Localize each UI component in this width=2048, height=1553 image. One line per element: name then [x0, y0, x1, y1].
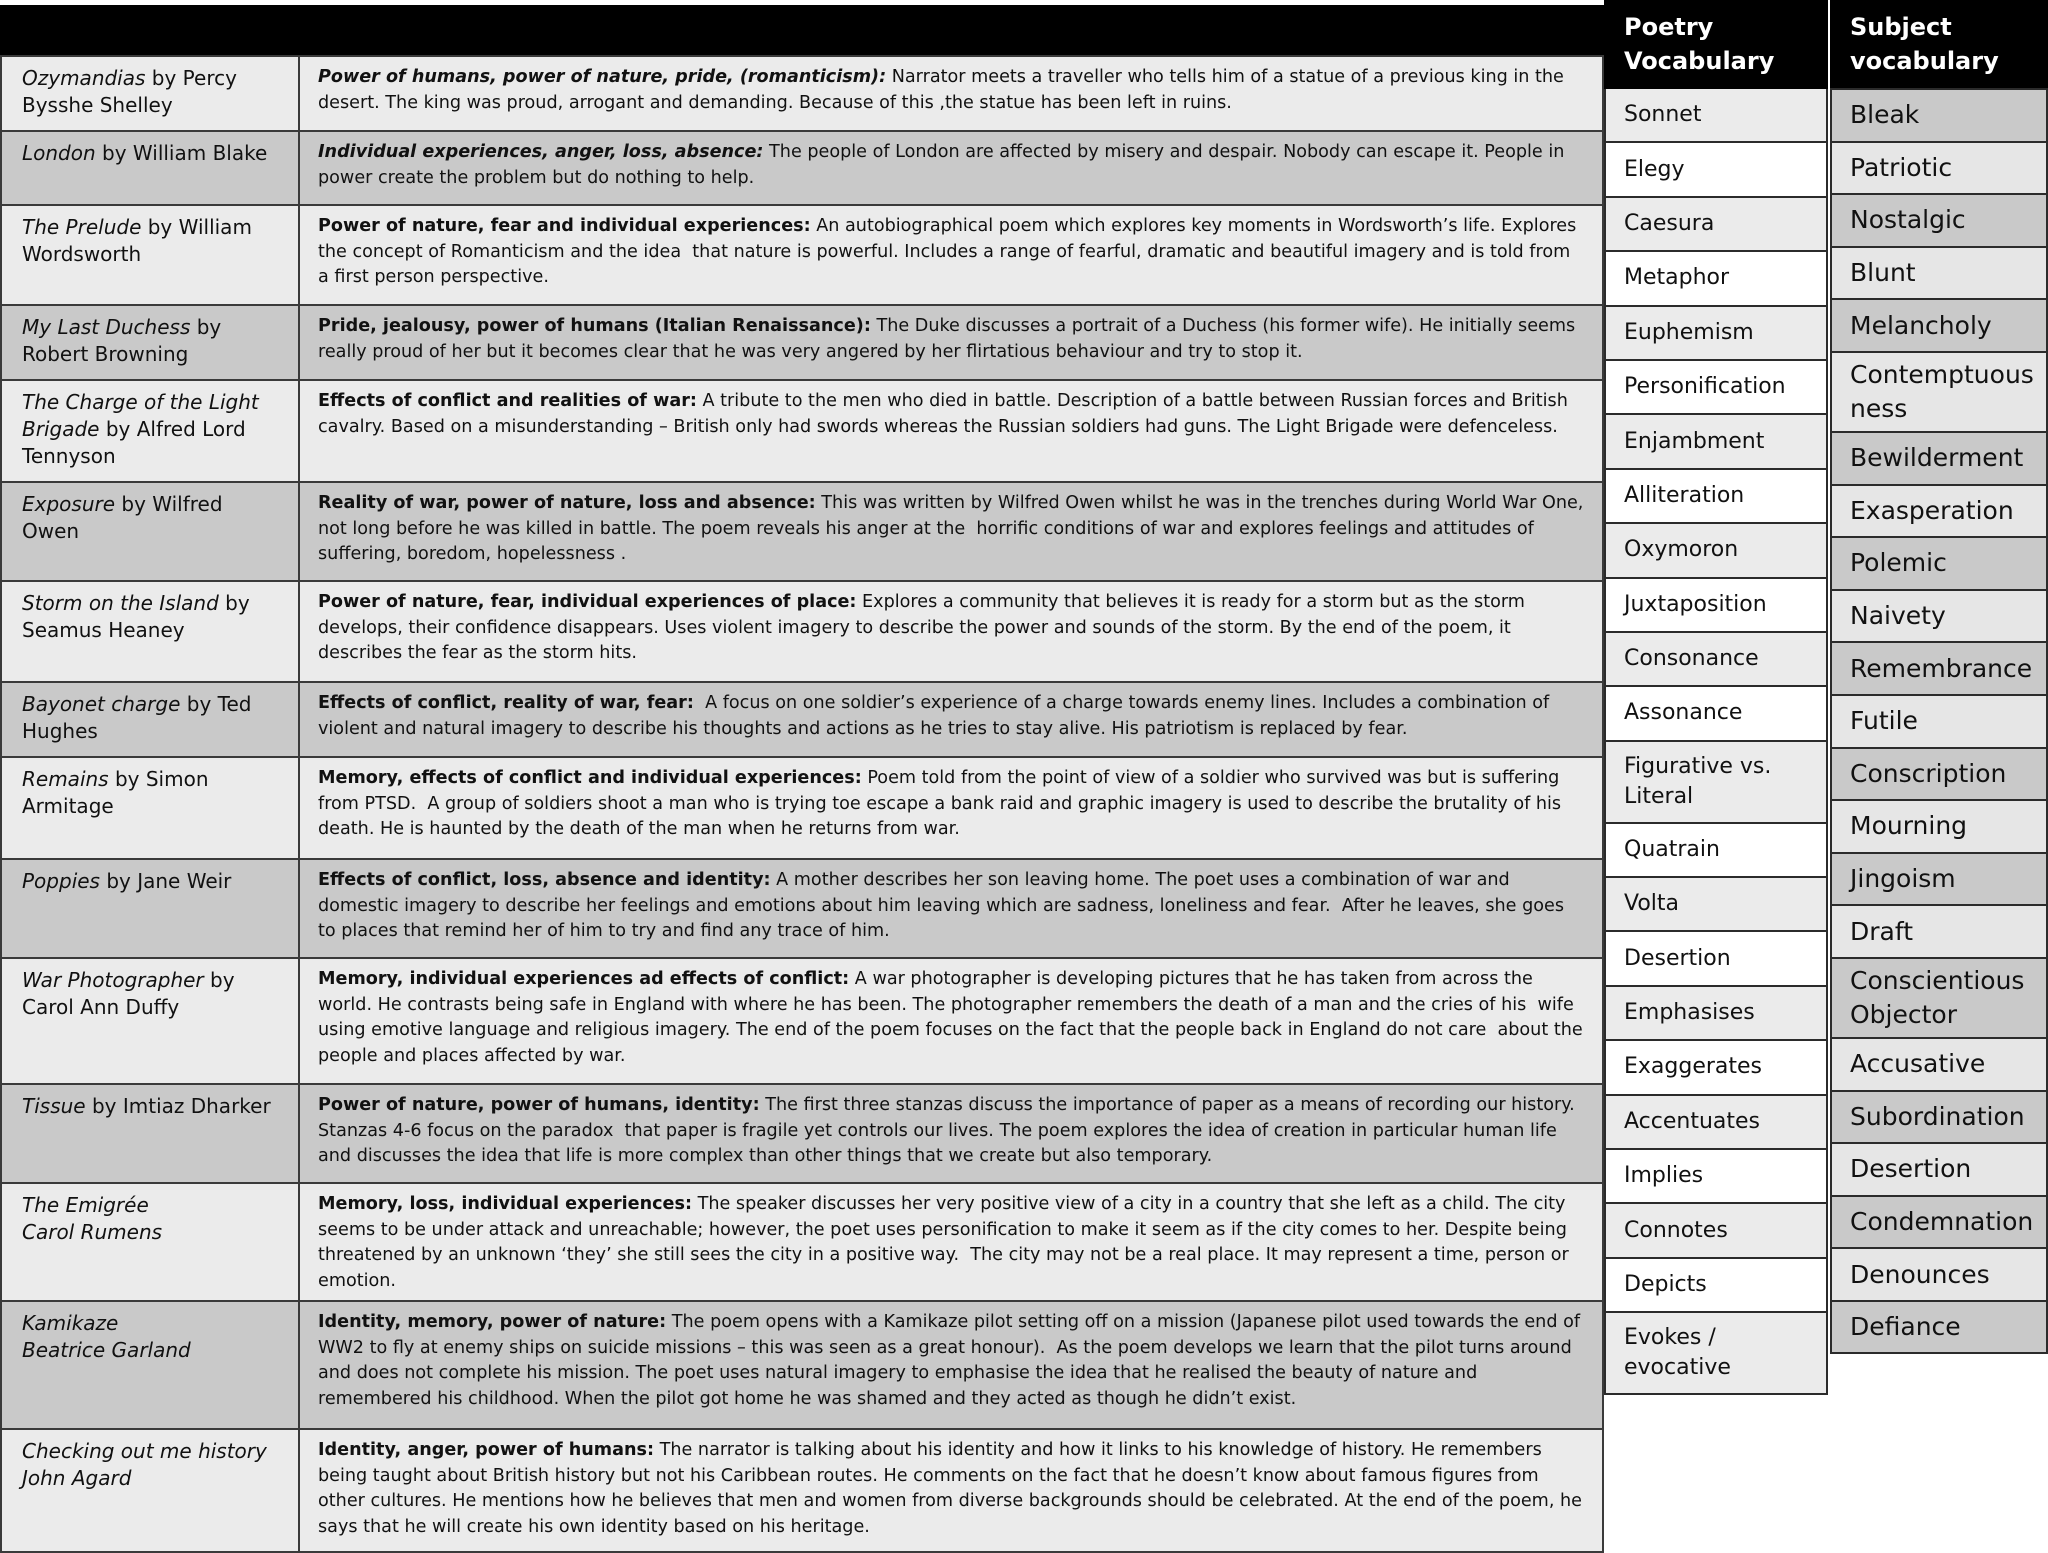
- poem-author: by Carol Ann Duffy: [22, 968, 235, 1019]
- poetry-vocabulary-item: Sonnet: [1604, 89, 1828, 143]
- poetry-vocabulary-item: Enjambment: [1604, 415, 1828, 469]
- poem-row: [1, 958, 1603, 1084]
- poem-row: [1, 1301, 1603, 1429]
- poem-description-cell: [299, 1301, 1603, 1429]
- poem-title-cell: [1, 757, 299, 859]
- poetry-vocabulary-item: Exaggerates: [1604, 1041, 1828, 1095]
- subject-vocabulary-item: Contemptuous ness: [1830, 351, 2048, 433]
- poetry-vocabulary-item: Figurative vs. Literal: [1604, 742, 1828, 824]
- poem-title-cell: [1, 1183, 299, 1301]
- poetry-vocabulary-item: Elegy: [1604, 143, 1828, 197]
- poem-themes: Power of nature, fear, individual experiences of place:: [318, 592, 857, 612]
- poem-title: Tissue: [22, 1094, 86, 1118]
- poem-summary: The narrator is talking about his identity and how it links to his knowledge of history. He remembers being taught about British history but not his Caribbean routes. He comments on the fact that he doesn’t know about famous figures from other cultures. He mentions how he believes that men and women from diverse backgrounds should be celebrated. At the end of the poem, he says that he will create his own identity based on his heritage.: [318, 1440, 1588, 1537]
- poetry-vocabulary-item: Implies: [1604, 1150, 1828, 1204]
- subject-vocabulary-item: Bewilderment: [1830, 431, 2048, 486]
- poem-author: by Ted Hughes: [22, 692, 252, 743]
- poem-title-cell: [1, 682, 299, 757]
- poetry-vocabulary-list: [1604, 89, 1828, 1395]
- poem-description-cell: [299, 682, 1603, 757]
- poem-title-cell: [1, 205, 299, 305]
- poem-summary: A mother describes her son leaving home. The poet uses a combination of war and domestic imagery to describe her feelings and emotions about him leaving which are sadness, loneliness and fear. After he leaves, she goes to places that remind her of him to try and find any trace of him.: [318, 870, 1570, 941]
- poem-description-cell: [299, 581, 1603, 682]
- poem-description-cell: [299, 958, 1603, 1084]
- poem-themes: Identity, anger, power of humans:: [318, 1440, 655, 1460]
- poem-row: [1, 205, 1603, 305]
- poem-title: The Charge of the Light Brigade: [22, 390, 259, 441]
- poetry-vocabulary-header: Poetry Vocabulary: [1604, 0, 1828, 89]
- poem-title-cell: [1, 1084, 299, 1183]
- poem-summary: The people of London are affected by misery and despair. Nobody can escape it. People in power create the problem but do nothing to help.: [318, 142, 1570, 188]
- poem-author: Carol Rumens: [22, 1220, 163, 1244]
- poetry-vocabulary-item: Euphemism: [1604, 307, 1828, 361]
- subject-vocabulary-item: Mourning: [1830, 799, 2048, 854]
- poem-description-cell: [299, 56, 1603, 131]
- poem-description-cell: [299, 757, 1603, 859]
- poem-row: [1, 131, 1603, 205]
- poem-row: [1, 56, 1603, 131]
- poem-themes: Power of humans, power of nature, pride, (romanticism):: [318, 67, 887, 87]
- poetry-vocabulary-item: Desertion: [1604, 932, 1828, 986]
- poem-row: [1, 380, 1603, 482]
- poem-author: by Imtiaz Dharker: [91, 1094, 271, 1118]
- poem-themes: Memory, individual experiences ad effects of conflict:: [318, 969, 850, 989]
- poem-title-cell: [1, 131, 299, 205]
- subject-vocabulary-item: Subordination: [1830, 1090, 2048, 1145]
- poem-summary: A focus on one soldier’s experience of a charge towards enemy lines. Includes a combination of violent and natural imagery to describe his thoughts and actions as he tries to stay alive. His patriotism is replaced by fear.: [318, 693, 1555, 739]
- poetry-vocabulary-item: Accentuates: [1604, 1096, 1828, 1150]
- poem-title-cell: [1, 581, 299, 682]
- subject-vocabulary-item: Remembrance: [1830, 641, 2048, 696]
- poem-title-cell: [1, 859, 299, 958]
- poem-row: [1, 1183, 1603, 1301]
- poem-description-cell: [299, 131, 1603, 205]
- poem-author: by Simon Armitage: [22, 767, 209, 818]
- poem-row: [1, 859, 1603, 958]
- poem-summary: The Duke discusses a portrait of a Duchess (his former wife). He initially seems really proud of her but it becomes clear that he was very angered by her flirtatious behaviour and try to stop it.: [318, 316, 1581, 362]
- poem-title: The Emigrée: [22, 1193, 149, 1217]
- poetry-vocabulary-column: [1604, 0, 1828, 1536]
- subject-vocabulary-item: Nostalgic: [1830, 193, 2048, 248]
- poetry-vocabulary-item: Juxtaposition: [1604, 579, 1828, 633]
- poem-summary: An autobiographical poem which explores key moments in Wordsworth’s life. Explores the concept of Romanticism and the idea that nature is powerful. Includes a range of fearful, dramatic and beautiful imagery and is told from a first person perspective.: [318, 216, 1582, 287]
- poetry-vocabulary-item: Evokes / evocative: [1604, 1313, 1828, 1395]
- poem-title: Checking out me history: [22, 1439, 267, 1463]
- poem-author: by Jane Weir: [106, 869, 232, 893]
- poem-title: Exposure: [22, 492, 116, 516]
- poem-row: [1, 757, 1603, 859]
- poem-author: by William Wordsworth: [22, 215, 252, 266]
- poem-themes: Power of nature, power of humans, identity:: [318, 1095, 760, 1115]
- poem-summary: Explores a community that believes it is ready for a storm but as the storm develops, their confidence disappears. Uses violent imagery to describe the power and sounds of the storm. By the end of the poem, it describes the fear as the storm hits.: [318, 592, 1531, 663]
- subject-vocabulary-item: Futile: [1830, 694, 2048, 749]
- poem-title: Ozymandias: [22, 66, 146, 90]
- poem-title: Bayonet charge: [22, 692, 181, 716]
- poetry-vocabulary-item: Consonance: [1604, 633, 1828, 687]
- poem-author: by Seamus Heaney: [22, 591, 250, 642]
- poem-summary: A war photographer is developing pictures that he has taken from across the world. He contrasts being safe in England with where he has been. The photographer remembers the death of a man and the cries of his wife using emotive language and religious imagery. The end of the poem focuses on the fact that the people back in England do not care about the people and places affected by war.: [318, 969, 1594, 1066]
- poem-author: by William Blake: [102, 141, 268, 165]
- poem-row: [1, 1429, 1603, 1552]
- poem-title: War Photographer: [22, 968, 204, 992]
- poem-title-cell: [1, 958, 299, 1084]
- subject-vocabulary-item: Conscription: [1830, 747, 2048, 802]
- poem-title: My Last Duchess: [22, 315, 191, 339]
- poetry-vocabulary-item: Quatrain: [1604, 824, 1828, 878]
- poem-themes: Individual experiences, anger, loss, absence:: [318, 142, 764, 162]
- poem-author: by Wilfred Owen: [22, 492, 223, 543]
- poem-themes: Memory, loss, individual experiences:: [318, 1194, 692, 1214]
- poem-summary: The speaker discusses her very positive view of a city in a country that she left as a child. The city seems to be under attack and unreachable; however, the poet uses personification to make it seem as if the city comes to her. Despite being threatened by an unknown ‘they’ she still sees the city in a positive way. The city may not be a real place. It may represent a time, person or emotion.: [318, 1194, 1575, 1291]
- poem-title: Storm on the Island: [22, 591, 219, 615]
- poem-themes: Identity, memory, power of nature:: [318, 1312, 667, 1332]
- poem-title-cell: [1, 1429, 299, 1552]
- table-header-band: [0, 5, 1604, 55]
- poetry-vocabulary-item: Emphasises: [1604, 987, 1828, 1041]
- poem-summary: The poem opens with a Kamikaze pilot setting off on a mission (Japanese pilot used towards the end of WW2 to fly at enemy ships on suicide missions – this was seen as a great honour). As the poem develops we learn that the pilot turns around and does not complete his mission. The poet uses natural imagery to emphasise the idea that he realised the beauty of nature and remembered his childhood. When the pilot got home he was shamed and they acted as though he didn’t exist.: [318, 1312, 1586, 1409]
- poetry-vocabulary-item: Volta: [1604, 878, 1828, 932]
- poem-title-cell: [1, 1301, 299, 1429]
- poem-author: Beatrice Garland: [22, 1338, 191, 1362]
- subject-vocabulary-item: Bleak: [1830, 88, 2048, 143]
- poem-author: John Agard: [22, 1466, 132, 1490]
- subject-vocabulary-item: Polemic: [1830, 536, 2048, 591]
- poem-description-cell: [299, 1084, 1603, 1183]
- poetry-vocabulary-item: Connotes: [1604, 1204, 1828, 1258]
- subject-vocabulary-column: [1830, 0, 2048, 1536]
- poem-themes: Effects of conflict, loss, absence and identity:: [318, 870, 771, 890]
- poem-row: [1, 482, 1603, 581]
- subject-vocabulary-item: Naivety: [1830, 589, 2048, 644]
- poem-description-cell: [299, 205, 1603, 305]
- poetry-vocabulary-item: Depicts: [1604, 1259, 1828, 1313]
- poem-themes: Effects of conflict and realities of war:: [318, 391, 697, 411]
- poem-author: by Percy Bysshe Shelley: [22, 66, 237, 117]
- subject-vocabulary-item: Exasperation: [1830, 484, 2048, 539]
- poem-row: [1, 581, 1603, 682]
- poetry-vocabulary-item: Caesura: [1604, 198, 1828, 252]
- subject-vocabulary-item: Defiance: [1830, 1300, 2048, 1355]
- poem-description-cell: [299, 380, 1603, 482]
- poem-title-cell: [1, 482, 299, 581]
- poem-description-cell: [299, 859, 1603, 958]
- poem-title: Poppies: [22, 869, 100, 893]
- poem-summary: This was written by Wilfred Owen whilst he was in the trenches during World War One, not long before he was killed in battle. The poem reveals his anger at the horrific conditions of war and explores feelings and attitudes of suffering, boredom, hopelessness .: [318, 493, 1589, 564]
- poem-title: Remains: [22, 767, 109, 791]
- subject-vocabulary-item: Denounces: [1830, 1247, 2048, 1302]
- subject-vocabulary-item: Draft: [1830, 904, 2048, 959]
- poem-title-cell: [1, 305, 299, 380]
- poem-description-cell: [299, 305, 1603, 380]
- poem-description-cell: [299, 482, 1603, 581]
- poem-title-cell: [1, 56, 299, 131]
- poem-themes: Pride, jealousy, power of humans (Italian Renaissance):: [318, 316, 871, 336]
- subject-vocabulary-item: Patriotic: [1830, 141, 2048, 196]
- poem-themes: Memory, effects of conflict and individual experiences:: [318, 768, 862, 788]
- poem-description-cell: [299, 1429, 1603, 1552]
- poem-themes: Reality of war, power of nature, loss and absence:: [318, 493, 816, 513]
- poetry-vocabulary-item: Assonance: [1604, 687, 1828, 741]
- poetry-vocabulary-item: Metaphor: [1604, 252, 1828, 306]
- subject-vocabulary-item: Desertion: [1830, 1142, 2048, 1197]
- poem-row: [1, 1084, 1603, 1183]
- subject-vocabulary-list: [1830, 88, 2048, 1354]
- poem-summary: A tribute to the men who died in battle. Description of a battle between Russian forces and British cavalry. Based on a misunderstanding – British only had swords whereas the Russian soldiers had guns. The Light Brigade were defenceless.: [318, 391, 1574, 437]
- poem-summary: The first three stanzas discuss the importance of paper as a means of recording our history. Stanzas 4-6 focus on the paradox that paper is fragile yet controls our lives. The poem explores the idea of creation in particular human life and discusses the idea that life is more complex than other things that we create but also temporary.: [318, 1095, 1581, 1166]
- subject-vocabulary-item: Conscientious Objector: [1830, 957, 2048, 1039]
- poem-title-cell: [1, 380, 299, 482]
- subject-vocabulary-item: Melancholy: [1830, 298, 2048, 353]
- poem-author: by Robert Browning: [22, 315, 222, 366]
- poem-summary: Narrator meets a traveller who tells him of a statue of a previous king in the desert. The king was proud, arrogant and demanding. Because of this ,the statue has been left in ruins.: [318, 67, 1570, 113]
- poem-themes: Effects of conflict, reality of war, fear:: [318, 693, 694, 713]
- subject-vocabulary-header: Subject vocabulary: [1830, 0, 2048, 88]
- poetry-vocabulary-item: Oxymoron: [1604, 524, 1828, 578]
- poem-themes: Power of nature, fear and individual experiences:: [318, 216, 811, 236]
- poetry-vocabulary-item: Alliteration: [1604, 470, 1828, 524]
- poetry-vocabulary-item: Personification: [1604, 361, 1828, 415]
- poem-summary: Poem told from the point of view of a soldier who survived was but is suffering from PTSD. A group of soldiers shoot a man who is trying toe escape a bank raid and graphic imagery is used to describe the brutality of his death. He is haunted by the death of the man when he returns from war.: [318, 768, 1567, 839]
- poem-title: Kamikaze: [22, 1311, 119, 1335]
- subject-vocabulary-item: Accusative: [1830, 1037, 2048, 1092]
- poem-row: [1, 682, 1603, 757]
- subject-vocabulary-item: Blunt: [1830, 246, 2048, 301]
- poem-title: London: [22, 141, 96, 165]
- poem-title: The Prelude: [22, 215, 142, 239]
- subject-vocabulary-item: Jingoism: [1830, 852, 2048, 907]
- poem-description-cell: [299, 1183, 1603, 1301]
- poem-row: [1, 305, 1603, 380]
- poems-table: [0, 55, 1604, 1553]
- poem-author: by Alfred Lord Tennyson: [22, 417, 246, 468]
- subject-vocabulary-item: Condemnation: [1830, 1195, 2048, 1250]
